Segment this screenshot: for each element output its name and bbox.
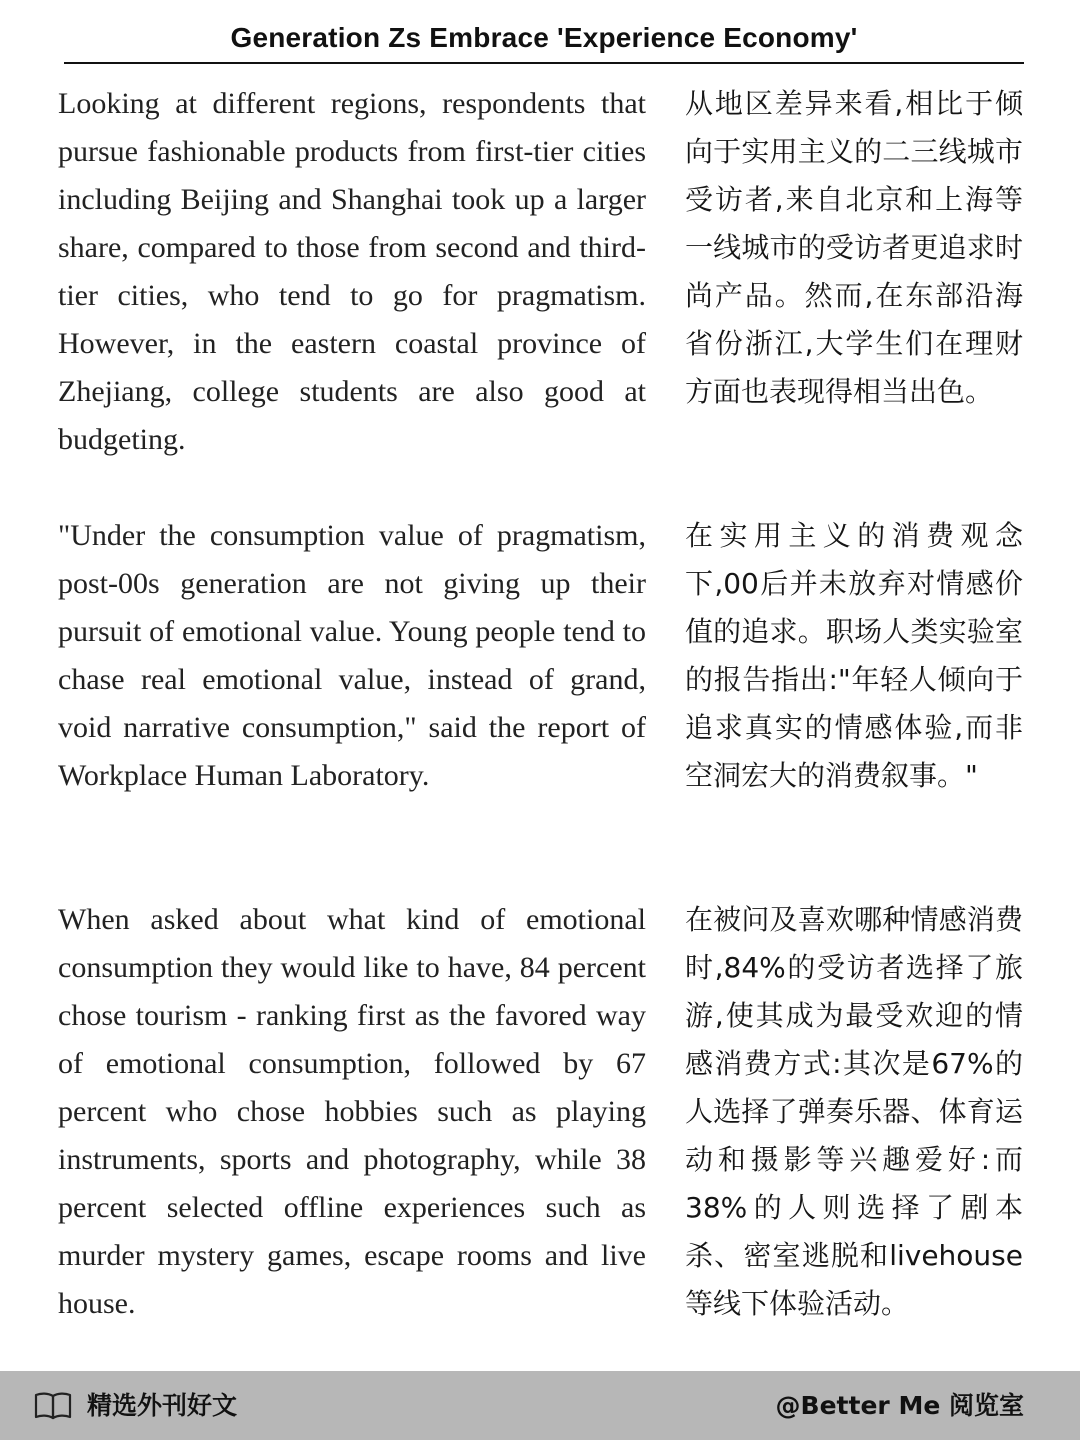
footer-account-label: @Better Me 阅览室 [775, 1391, 1024, 1420]
page-title: Generation Zs Embrace 'Experience Economy' [230, 22, 858, 53]
chinese-paragraph-3: 在被问及喜欢哪种情感消费时,84%的受访者选择了旅游,使其成为最受欢迎的情感消费方式:其次是67%的人选择了弹奏乐器、体育运动和摄影等兴趣爱好:而38%的人则选择了剧本杀、密室逃脱和livehouse等线下体验活动。 [685, 903, 1023, 1320]
footer-category-label: 精选外刊好文 [87, 1391, 238, 1420]
chinese-paragraph-1: 从地区差异来看,相比于倾向于实用主义的二三线城市受访者,来自北京和上海等一线城市的受访者更追求时尚产品。然而,在东部沿海省份浙江,大学生们在理财方面也表现得相当出色。 [685, 87, 1023, 408]
english-paragraph-3: When asked about what kind of emotional consumption they would like to have, 84 percent chose tourism - ranking first as the favored way of emotional consumption, followed by 67 percent who chose hobbies such as playing instruments, sports and photography, while 38 percent selected offline experiences such as murder mystery games, escape rooms and live house. [58, 903, 646, 1320]
chinese-paragraph-2: 在实用主义的消费观念下,00后并未放弃对情感价值的追求。职场人类实验室的报告指出:"年轻人倾向于追求真实的情感体验,而非空洞宏大的消费叙事。" [685, 519, 1023, 792]
english-paragraph-2: "Under the consumption value of pragmatism, post-00s generation are not giving up their pursuit of emotional value. Young people tend to chase real emotional value, instead of grand, void narrative consumption," said the report of Workplace Human Laboratory. [58, 519, 646, 792]
open-book-icon [34, 1390, 72, 1420]
page-footer [0, 1371, 1080, 1440]
english-paragraph-1: Looking at different regions, respondents that pursue fashionable products from first-tier cities including Beijing and Shanghai took up a larger share, compared to those from second and third-tier cities, who tend to go for pragmatism. However, in the eastern coastal province of Zhejiang, college students are also good at budgeting. [58, 87, 646, 456]
page-header [64, 0, 1024, 64]
